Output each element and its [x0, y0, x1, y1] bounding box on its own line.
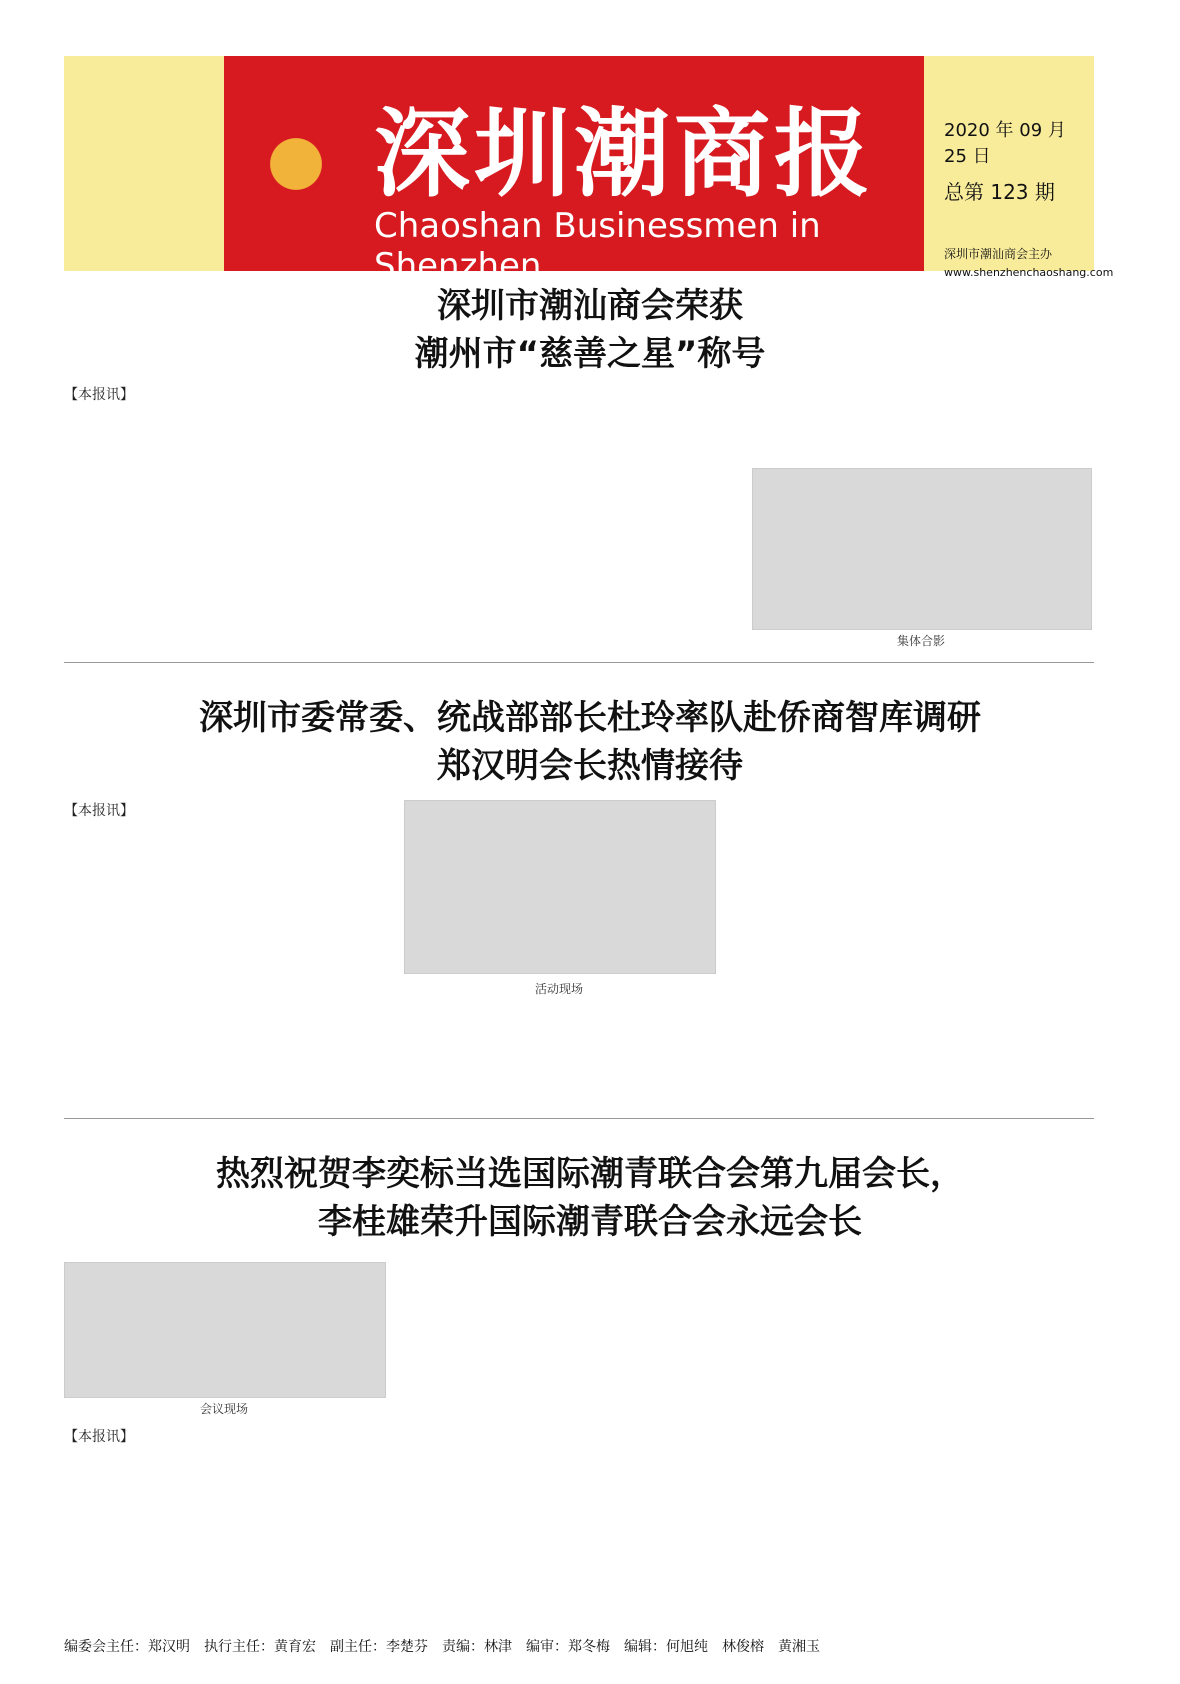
headline-1: [0, 282, 1180, 378]
headline-1-line-2: 潮州市“慈善之星”称号: [414, 334, 766, 374]
article-1-lead: 【本报讯】: [64, 387, 134, 403]
headline-2-line-2: 郑汉明会长热情接待: [437, 746, 743, 786]
article-3-photo: [64, 1262, 386, 1398]
article-2-photo: [404, 800, 716, 974]
section-divider-1: [64, 662, 1094, 663]
article-2-lead: 【本报讯】: [64, 803, 134, 819]
article-3-caption: 会议现场: [199, 1402, 248, 1416]
article-3-body: [64, 1426, 384, 1616]
headline-3-line-2: 李桂雄荣升国际潮青联合会永远会长: [318, 1202, 862, 1242]
masthead: [64, 56, 1114, 286]
host-organization: 深圳市潮汕商会主办: [944, 247, 1053, 261]
section-divider-2: [64, 1118, 1094, 1119]
editorial-credits: 编委会主任：郑汉明 执行主任：黄育宏 副主任：李楚芬 责编：林津 编审：郑冬梅 编辑：何旭纯 林俊榕 黄湘玉: [64, 1639, 820, 1655]
newspaper-title: 深圳潮商报: [374, 97, 874, 210]
article-2-caption: 活动现场: [534, 982, 583, 996]
masthead-red-band: [224, 56, 924, 286]
article-1-body: [64, 384, 704, 624]
article-1-caption: 集体合影: [896, 634, 945, 648]
issue-number: 总第 123 期: [944, 180, 1055, 204]
headline-2: [0, 694, 1180, 790]
newspaper-subtitle: Chaoshan Businessmen in Shenzhen: [374, 206, 821, 286]
article-2-body: [64, 800, 384, 1090]
headline-1-line-1: 深圳市潮汕商会荣获: [437, 286, 743, 326]
masthead-info: [944, 116, 1114, 279]
issue-date: 2020 年 09 月 25 日: [944, 120, 1066, 167]
article-1-photo: [752, 468, 1092, 630]
headline-3-line-1: 热烈祝贺李奕标当选国际潮青联合会第九届会长，: [216, 1154, 964, 1194]
website-url[interactable]: www.shenzhenchaoshang.com: [944, 266, 1114, 279]
article-3-lead: 【本报讯】: [64, 1429, 134, 1445]
headline-2-line-1: 深圳市委常委、统战部部长杜玲率队赴侨商智库调研: [199, 698, 981, 738]
headline-3: [0, 1150, 1180, 1246]
chamber-logo-icon: [236, 104, 356, 224]
